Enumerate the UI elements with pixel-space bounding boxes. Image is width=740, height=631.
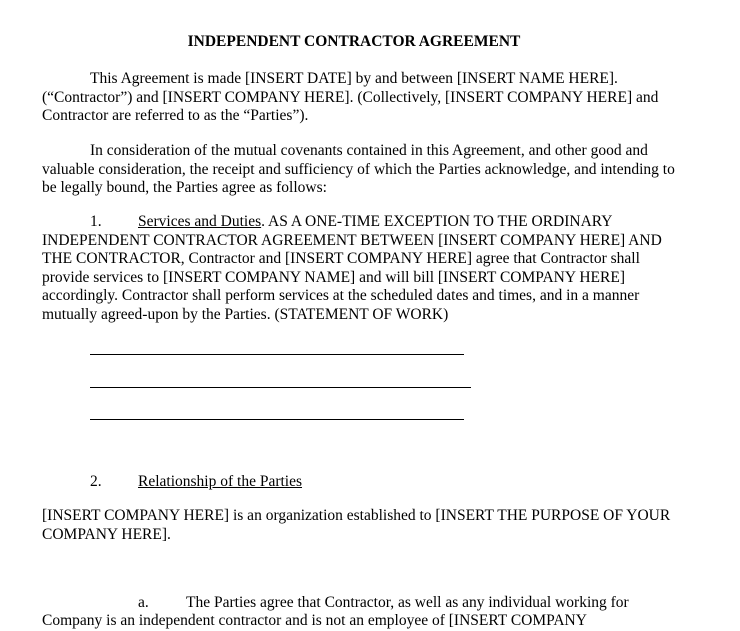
consideration-paragraph: In consideration of the mutual covenants contained in this Agreement, and other good and valuable consideration, the receipt and sufficiency of which the Parties acknowledge, and intending to be legally bound, the Parties agree as follows: — [42, 142, 675, 197]
section-1-paragraph — [42, 213, 678, 325]
blank-line-1[interactable] — [90, 354, 464, 355]
section-2-heading-line — [90, 473, 302, 492]
subsection-a-text: The Parties agree that Contractor, as well as any individual working for — [186, 594, 629, 611]
subsection-a-continued: Company is an independent contractor and is not an employee of [INSERT COMPANY — [42, 612, 587, 629]
section-1-body: . AS A ONE-TIME EXCEPTION TO THE ORDINARY INDEPENDENT CONTRACTOR AGREEMENT BETWEEN [INSERT COMPANY HERE] AND THE CONTRACTOR, Contractor and [INSERT COMPANY HERE] agree that Contractor shall provide services to [INSERT COMPANY NAME] and will bill [INSERT COMPANY HERE] accordingly. Contractor shall perform services at the scheduled dates and times, and in a manner mutually agreed-upon by the Parties. (STATEMENT OF WORK) — [42, 213, 662, 323]
section-2-body: [INSERT COMPANY HERE] is an organization established to [INSERT THE PURPOSE OF YOUR COMPANY HERE]. — [42, 507, 671, 543]
document-title: INDEPENDENT CONTRACTOR AGREEMENT — [187, 33, 521, 50]
intro-paragraph: This Agreement is made [INSERT DATE] by and between [INSERT NAME HERE]. (“Contractor”) and [INSERT COMPANY HERE]. (Collectively, [INSERT COMPANY HERE] and Contractor are referred to as the “Parties”). — [42, 70, 659, 125]
subsection-a-letter: a. — [138, 594, 149, 611]
section-2-number: 2. — [90, 473, 102, 490]
section-1-heading: Services and Duties — [138, 213, 262, 230]
blank-line-3[interactable] — [90, 419, 464, 420]
blank-line-2[interactable] — [90, 387, 471, 388]
section-2-heading: Relationship of the Parties — [138, 473, 303, 490]
subsection-a-line — [138, 594, 629, 613]
section-1-number: 1. — [90, 213, 102, 230]
